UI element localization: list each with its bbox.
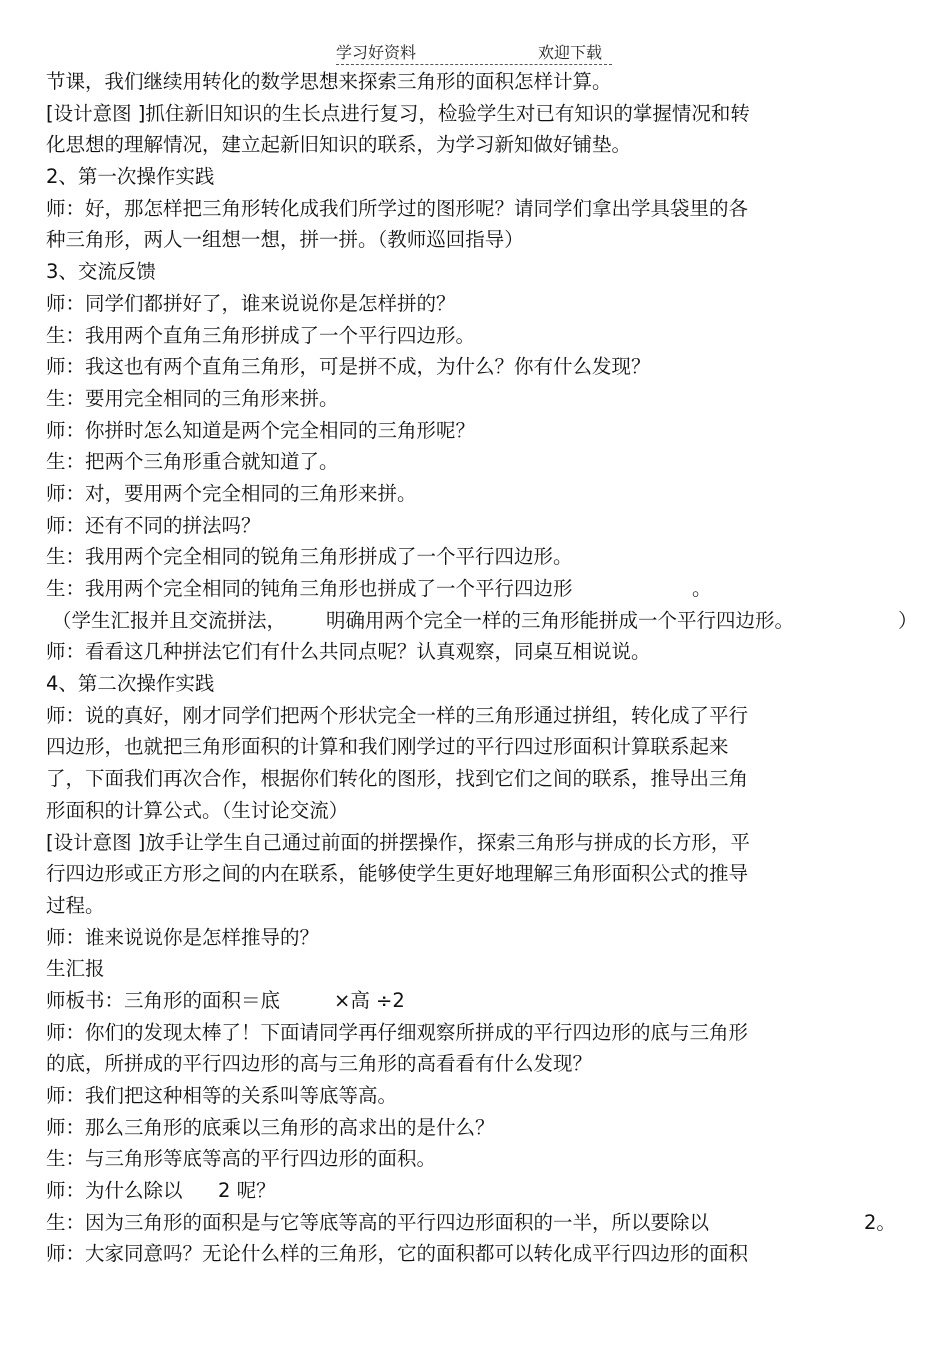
text-line: [设计意图 ]抓住新旧知识的生长点进行复习，检验学生对已有知识的掌握情况和转: [46, 101, 750, 125]
formula-line: [46, 985, 906, 1017]
text-segment: 。: [692, 577, 712, 600]
text-line: 师：看看这几种拼法它们有什么共同点呢？认真观察，同桌互相说说。: [46, 640, 651, 664]
text-line: 师：说的真好，刚才同学们把两个形状完全一样的三角形通过拼组，转化成了平行: [46, 703, 749, 727]
text-line: 种三角形，两人一组想一想，拼一拼。（教师巡回指导）: [46, 228, 524, 252]
text-segment: 明确用两个完全一样的三角形能拼成一个平行四边形。: [326, 608, 795, 632]
section-heading: 2、第一次操作实践: [46, 165, 215, 189]
text-line: 生：我用两个完全相同的锐角三角形拼成了一个平行四边形。: [46, 545, 573, 569]
text-segment: （学生汇报并且交流拼法，: [52, 608, 287, 632]
text-line: 师：对，要用两个完全相同的三角形来拼。: [46, 481, 417, 505]
section-heading: 4、第二次操作实践: [46, 672, 215, 696]
text-line: 的底，所拼成的平行四边形的高与三角形的高看看有什么发现？: [46, 1052, 593, 1076]
section-heading: 3、交流反馈: [46, 260, 156, 284]
text-line: 师：你们的发现太棒了！下面请同学再仔细观察所拼成的平行四边形的底与三角形: [46, 1020, 749, 1044]
text-line: 化思想的理解情况，建立起新旧知识的联系，为学习新知做好铺垫。: [46, 133, 632, 157]
page-header: [0, 42, 950, 68]
text-line: 四边形，也就把三角形面积的计算和我们刚学过的平行四过形面积计算联系起来: [46, 735, 729, 759]
text-line: 师：好，那怎样把三角形转化成我们所学过的图形呢？请同学们拿出学具袋里的各: [46, 196, 749, 220]
text-line: 师：我这也有两个直角三角形，可是拼不成，为什么？你有什么发现？: [46, 355, 651, 379]
text-line: 行四边形或正方形之间的内在联系，能够使学生更好地理解三角形面积公式的推导: [46, 862, 749, 886]
text-line: 生：要用完全相同的三角形来拼。: [46, 386, 339, 410]
header-dashed-rule: [336, 64, 612, 65]
text-line: [46, 573, 906, 605]
header-right-text: 欢迎下载: [538, 43, 603, 62]
text-line: [46, 1175, 906, 1207]
text-line: [设计意图 ]放手让学生自己通过前面的拼摆操作，探索三角形与拼成的长方形，平: [46, 830, 750, 854]
text-line: [52, 605, 918, 637]
text-line: 生：与三角形等底等高的平行四边形的面积。: [46, 1147, 437, 1171]
text-line: 师：我们把这种相等的关系叫等底等高。: [46, 1084, 398, 1107]
text-line: 形面积的计算公式。（生讨论交流）: [46, 798, 349, 822]
text-segment: 师：为什么除以: [46, 1179, 183, 1203]
text-line: 师：你拼时怎么知道是两个完全相同的三角形呢？: [46, 418, 476, 442]
formula-segment: ×高 ÷2: [334, 988, 405, 1012]
header-left-text: 学习好资料: [336, 43, 417, 62]
text-line: 师：还有不同的拼法吗？: [46, 513, 261, 537]
text-segment: 2。: [864, 1210, 896, 1234]
text-segment: 生：我用两个完全相同的钝角三角形也拼成了一个平行四边形: [46, 577, 573, 600]
text-segment: 师板书：三角形的面积＝底: [46, 988, 281, 1012]
text-line: 师：谁来说说你是怎样推导的？: [46, 925, 320, 949]
text-segment: 2 呢？: [218, 1179, 276, 1203]
text-line: 生：我用两个直角三角形拼成了一个平行四边形。: [46, 323, 476, 347]
text-line: 了，下面我们再次合作，根据你们转化的图形，找到它们之间的联系，推导出三角: [46, 767, 749, 791]
text-line: 生汇报: [46, 957, 105, 981]
text-line: 节课，我们继续用转化的数学思想来探索三角形的面积怎样计算。: [46, 70, 612, 93]
text-segment: 生：因为三角形的面积是与它等底等高的平行四边形面积的一半，所以要除以: [46, 1210, 710, 1234]
text-line: 师：同学们都拼好了，谁来说说你是怎样拼的？: [46, 291, 456, 315]
document-body: [46, 66, 918, 1270]
text-line: 师：那么三角形的底乘以三角形的高求出的是什么？: [46, 1115, 495, 1139]
text-line: 师：大家同意吗？无论什么样的三角形，它的面积都可以转化成平行四边形的面积: [46, 1242, 749, 1266]
text-line: [46, 1207, 906, 1239]
text-segment: ）: [898, 608, 918, 632]
text-line: 生：把两个三角形重合就知道了。: [46, 450, 339, 474]
text-line: 过程。: [46, 893, 105, 917]
